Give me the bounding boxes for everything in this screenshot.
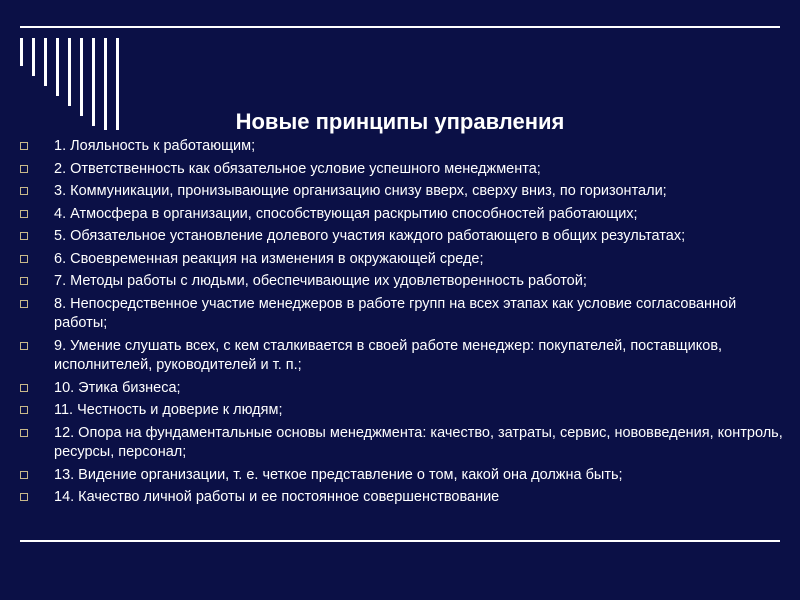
list-item-text: 3. Коммуникации, пронизывающие организацию снизу вверх, сверху вниз, по горизонтали; (54, 183, 667, 199)
list-item (18, 272, 788, 292)
list-item (18, 295, 788, 334)
list-item (18, 488, 788, 508)
list-item-text: 8. Непосредственное участие менеджеров в работе групп на всех этапах как условие согласованной работы; (54, 295, 737, 331)
list-item-text: 12. Опора на фундаментальные основы менеджмента: качество, затраты, сервис, нововведения, контроль, ресурсы, персонал; (54, 424, 783, 460)
principles-list (18, 137, 788, 511)
list-item-text: 2. Ответственность как обязательное условие успешного менеджмента; (54, 160, 541, 177)
square-bullet-icon (20, 165, 28, 173)
list-item-text: 10. Этика бизнеса; (54, 379, 181, 396)
list-item-text: 6. Своевременная реакция на изменения в окружающей среде; (54, 250, 484, 267)
list-item-text: 7. Методы работы с людьми, обеспечивающие их удовлетворенность работой; (54, 273, 587, 289)
list-item-text: 13. Видение организации, т. е. четкое представление о том, какой она должна быть; (54, 466, 623, 483)
square-bullet-icon (20, 210, 28, 218)
list-item-text: 5. Обязательное установление долевого участия каждого работающего в общих результатах; (54, 228, 686, 244)
list-item (18, 379, 788, 399)
square-bullet-icon (20, 255, 28, 263)
square-bullet-icon (20, 300, 28, 308)
slide-title: Новые принципы управления (235, 109, 565, 134)
square-bullet-icon (20, 187, 28, 195)
list-item (18, 250, 788, 270)
top-rule (20, 26, 780, 28)
list-item (18, 182, 788, 202)
list-item (18, 401, 788, 421)
bottom-rule (20, 540, 780, 542)
list-item (18, 137, 788, 157)
square-bullet-icon (20, 493, 28, 501)
square-bullet-icon (20, 471, 28, 479)
list-item (18, 466, 788, 486)
list-item (18, 205, 788, 225)
list-item (18, 160, 788, 180)
square-bullet-icon (20, 384, 28, 392)
square-bullet-icon (20, 232, 28, 240)
square-bullet-icon (20, 342, 28, 350)
list-item-text: 4. Атмосфера в организации, способствующая раскрытию способностей работающих; (54, 205, 638, 222)
list-item-text: 14. Качество личной работы и ее постоянное совершенствование (54, 489, 500, 505)
square-bullet-icon (20, 277, 28, 285)
square-bullet-icon (20, 429, 28, 437)
square-bullet-icon (20, 406, 28, 414)
list-item-text: 11. Честность и доверие к людям; (54, 402, 283, 418)
list-item (18, 424, 788, 463)
list-item (18, 227, 788, 247)
list-item-text: 1. Лояльность к работающим; (54, 138, 256, 154)
square-bullet-icon (20, 142, 28, 150)
list-item-text: 9. Умение слушать всех, с кем сталкивается в своей работе менеджер: покупателей, поставщиков, исполнителей, руководителей и т. п.; (54, 337, 723, 373)
list-item (18, 337, 788, 376)
